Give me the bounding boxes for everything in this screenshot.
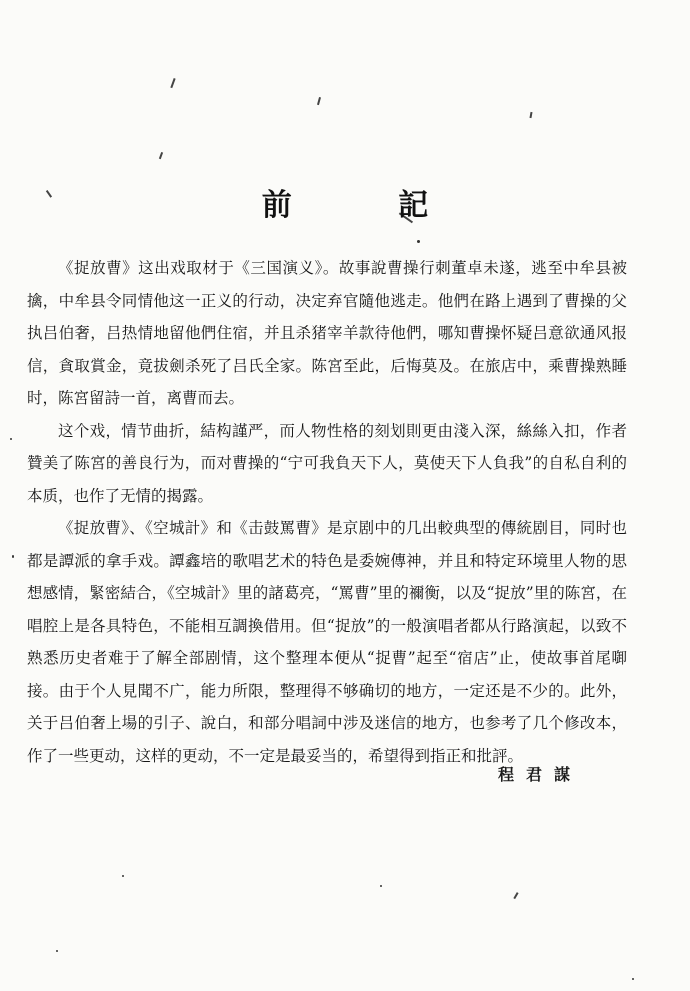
scan-mark bbox=[529, 112, 532, 118]
scan-mark bbox=[159, 152, 163, 159]
scan-speck bbox=[10, 438, 12, 440]
paragraph: 这个戏，情节曲折，結构謹严，而人物性格的刻划則更由淺入深，絲絲入扣，作者贊美了陈宮的善良行为，而对曹操的“宁可我負天下人，莫使天下人負我”的自私自利的本质，也作了无情的揭露。 bbox=[27, 421, 627, 505]
author-signature: 程君謀 bbox=[498, 765, 583, 784]
scan-speck bbox=[56, 950, 58, 952]
scan-mark bbox=[513, 892, 518, 899]
paragraph: 《捉放曹》、《空城計》和《击鼓罵曹》是京剧中的几出較典型的傳統剧目，同时也都是譚派的拿手戏。譚鑫培的歌唱艺术的特色是委婉傳神，并且和特定环境里人物的思想感情，緊密結合，《空城計》里的諸葛亮，“罵曹”里的禰衡，以及“捉放”里的陈宮，在唱腔上是各具特色，不能相互調換借用。但“捉放”的一般演唱者都从行路演起，以致不熟悉历史者难于了解全部剧情，这个整理本便从“捉曹”起至“宿店”止，使故事首尾啣接。由于个人見聞不广，能力所限，整理得不够确切的地方，一定还是不少的。此外，关于吕伯奢上場的引子、說白，和部分唱詞中涉及迷信的地方，也参考了几个修改本，作了一些更动，这样的更动，不一定是最妥当的，希望得到指正和批評。 bbox=[27, 519, 627, 765]
scan-speck bbox=[632, 978, 634, 980]
scan-mark bbox=[170, 78, 175, 88]
scan-speck bbox=[12, 555, 14, 558]
scan-speck bbox=[122, 875, 124, 877]
preface-body bbox=[27, 252, 627, 772]
scan-mark bbox=[317, 97, 321, 105]
page-title: 前 記 bbox=[261, 188, 477, 223]
scan-speck bbox=[380, 885, 382, 887]
scan-speck bbox=[417, 240, 420, 243]
paragraph: 《捉放曹》这出戏取材于《三国演义》。故事說曹操行刺董卓未遂，逃至中牟县被擒，中牟县令同情他这一正义的行动，决定弃官隨他逃走。他們在路上遇到了曹操的父执吕伯奢，吕热情地留他們住宿，并且杀猪宰羊款待他們，哪知曹操怀疑吕意欲通风报信，貪取賞金，竟拔劍杀死了吕氏全家。陈宮至此，后悔莫及。在旅店中，乘曹操熟睡时，陈宮留詩一首，离曹而去。 bbox=[27, 259, 627, 407]
